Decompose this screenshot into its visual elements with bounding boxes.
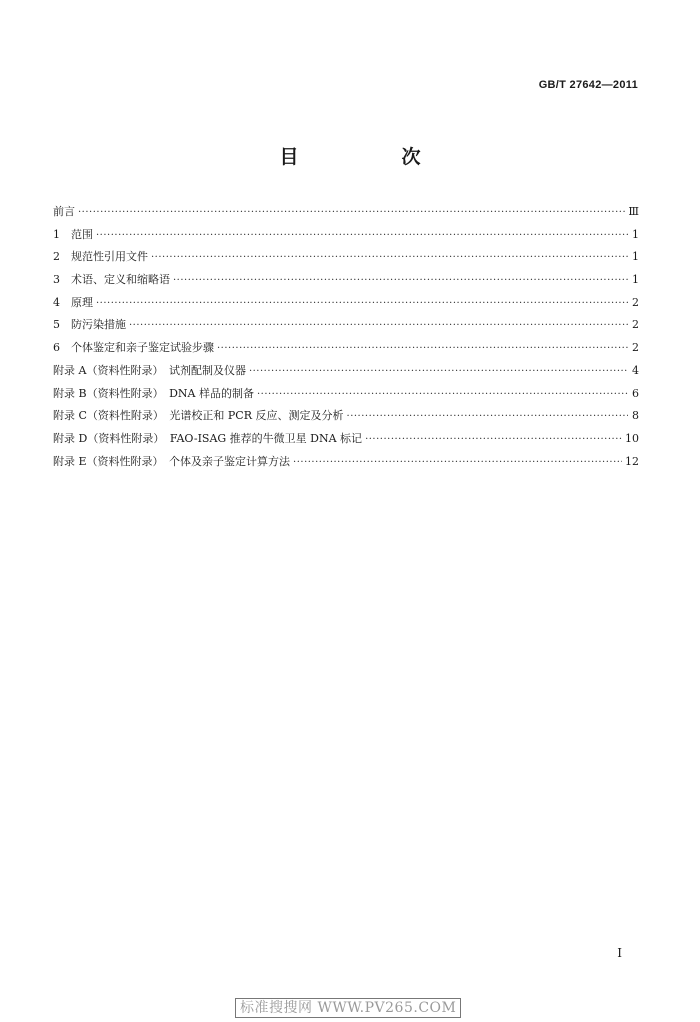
leader-dots [78,202,625,225]
toc-entry-label: 6 个体鉴定和亲子鉴定试验步骤 [53,341,214,355]
toc-entry-page: 12 [625,454,639,468]
toc-entry-scope[interactable] [53,224,639,247]
toc-entry-page: 2 [632,318,639,332]
toc-entry-page: 1 [632,227,639,241]
leader-dots [347,406,628,429]
toc-entry-annex-c[interactable] [53,405,639,428]
page-title: 目 次 [279,146,463,168]
toc-entry-page: 2 [632,341,639,355]
leader-dots [129,315,628,338]
toc-entry-annex-b[interactable] [53,383,639,406]
toc-entry-page: 4 [632,363,639,377]
toc-entry-page: 1 [632,273,639,287]
toc-entry-label: 前言 [53,205,75,218]
toc-entry-label: 5 防污染措施 [53,318,126,332]
toc-entry-label: 附录 D（资料性附录） FAO-ISAG 推荐的牛微卫星 DNA 标记 [53,431,363,445]
standard-number: GB/T 27642—2011 [538,79,638,91]
table-of-contents [53,201,639,473]
leader-dots [96,293,628,316]
leader-dots [365,429,622,452]
toc-entry-label: 附录 A（资料性附录） 试剂配制及仪器 [53,363,246,377]
toc-entry-label: 附录 C（资料性附录） 光谱校正和 PCR 反应、测定及分析 [53,409,344,423]
toc-entry-contamination[interactable] [53,314,639,337]
leader-dots [293,452,622,475]
watermark: 标准搜搜网 WWW.PV265.COM [235,998,461,1018]
toc-entry-normative-references[interactable] [53,246,639,269]
leader-dots [217,338,628,361]
leader-dots [257,384,628,407]
toc-entry-procedure[interactable] [53,337,639,360]
toc-entry-page: 6 [632,386,639,400]
toc-entry-foreword[interactable] [53,201,639,224]
toc-entry-label: 3 术语、定义和缩略语 [53,273,170,287]
toc-entry-principle[interactable] [53,292,639,315]
toc-entry-label: 附录 B（资料性附录） DNA 样品的制备 [53,386,254,400]
page-number: Ⅰ [617,946,622,960]
toc-entry-annex-e[interactable] [53,451,639,474]
toc-entry-page: Ⅲ [628,205,639,218]
toc-entry-page: 8 [632,409,639,423]
toc-entry-page: 1 [632,250,639,264]
toc-entry-page: 10 [625,431,639,445]
toc-entry-annex-d[interactable] [53,428,639,451]
leader-dots [249,361,628,384]
toc-entry-label: 4 原理 [53,295,93,309]
leader-dots [173,270,628,293]
toc-entry-terms[interactable] [53,269,639,292]
leader-dots [96,225,628,248]
toc-entry-page: 2 [632,295,639,309]
leader-dots [151,247,628,270]
toc-entry-label: 2 规范性引用文件 [53,250,148,264]
toc-entry-annex-a[interactable] [53,360,639,383]
toc-entry-label: 1 范围 [53,227,93,241]
toc-entry-label: 附录 E（资料性附录） 个体及亲子鉴定计算方法 [53,454,291,468]
